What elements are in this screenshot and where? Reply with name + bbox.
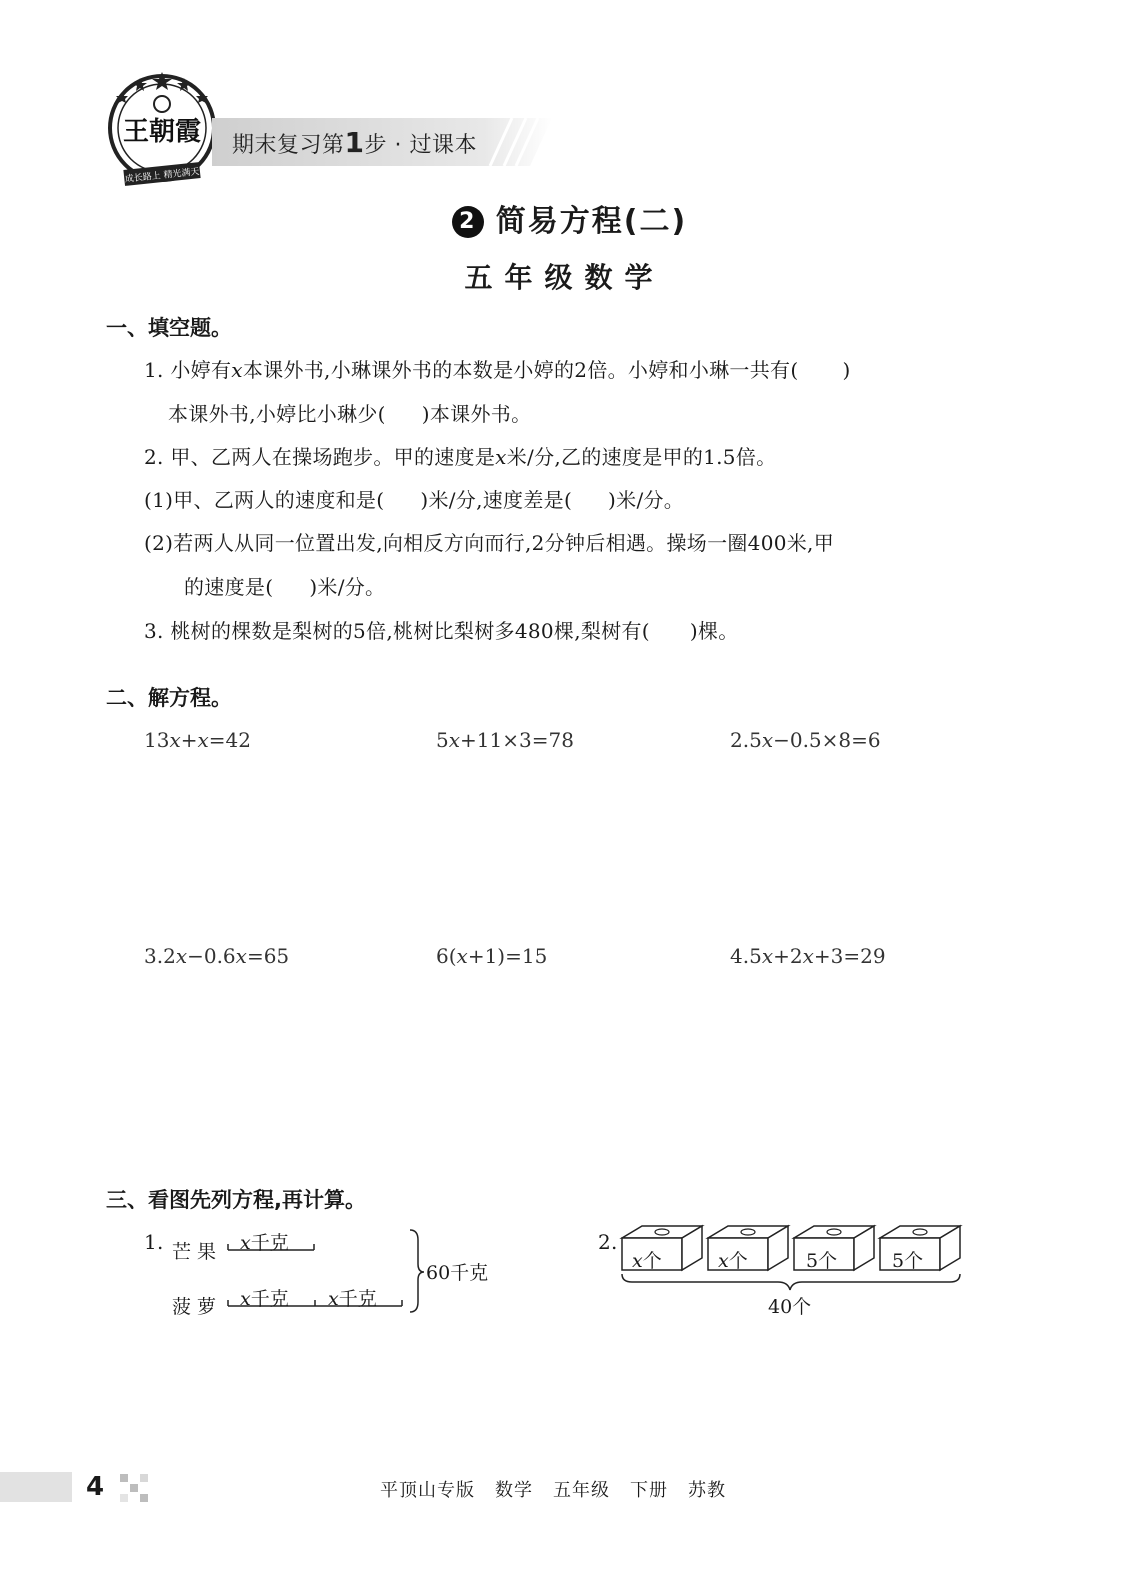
logo-text: 王朝霞 bbox=[122, 117, 202, 147]
diagram-2-number: 2. bbox=[598, 1230, 618, 1254]
footer-squares-decoration bbox=[118, 1472, 152, 1504]
question-1-line-1: 1. 小婷有x本课外书,小琳课外书的本数是小婷的2倍。小婷和小琳一共有( ) bbox=[144, 358, 851, 382]
footer-text: 平顶山专版 数学 五年级 下册 苏教 bbox=[380, 1480, 726, 1501]
lesson-title bbox=[0, 196, 1139, 240]
question-2-line: 2. 甲、乙两人在操场跑步。甲的速度是x米/分,乙的速度是甲的1.5倍。 bbox=[144, 445, 777, 469]
diagram-1-number: 1. bbox=[144, 1230, 164, 1254]
lesson-title-text: 简易方程(二) bbox=[495, 204, 688, 239]
section-2-heading: 二、解方程。 bbox=[106, 686, 232, 710]
equation-5: 6(x+1)=15 bbox=[436, 944, 548, 968]
question-2-1-line: (1)甲、乙两人的速度和是( )米/分,速度差是( )米/分。 bbox=[144, 488, 685, 512]
question-2-2-line-2: 的速度是( )米/分。 bbox=[184, 575, 386, 599]
box-2-label: x个 bbox=[718, 1250, 748, 1272]
equation-3: 2.5x−0.5×8=6 bbox=[730, 728, 881, 752]
lesson-number-badge: 2 bbox=[452, 206, 484, 238]
pineapple-segment-1-label: x千克 bbox=[240, 1288, 289, 1310]
diagram-2-total: 40个 bbox=[768, 1296, 812, 1318]
equation-1: 13x+x=42 bbox=[144, 728, 251, 752]
equation-2: 5x+11×3=78 bbox=[436, 728, 574, 752]
pineapple-label: 菠萝 bbox=[172, 1296, 223, 1318]
equation-6: 4.5x+2x+3=29 bbox=[730, 944, 886, 968]
logo-ribbon: 成长路上 精光满天 bbox=[124, 167, 200, 185]
logo-seal bbox=[104, 70, 220, 190]
box-3-label: 5个 bbox=[806, 1250, 838, 1272]
question-1-line-2: 本课外书,小婷比小琳少( )本课外书。 bbox=[168, 402, 532, 426]
subject-title: 五年级数学 bbox=[464, 261, 665, 294]
mango-segment-label: x千克 bbox=[240, 1232, 289, 1254]
question-3-line: 3. 桃树的棵数是梨树的5倍,桃树比梨树多480棵,梨树有( )棵。 bbox=[144, 619, 739, 643]
footer-bar bbox=[0, 1472, 72, 1502]
pineapple-segment-2-label: x千克 bbox=[328, 1288, 377, 1310]
page-number: 4 bbox=[86, 1472, 105, 1502]
box-4-label: 5个 bbox=[892, 1250, 924, 1272]
diagram-1-total: 60千克 bbox=[426, 1262, 489, 1284]
header-title: 期末复习第1步 · 过课本 bbox=[232, 126, 477, 159]
equation-4: 3.2x−0.6x=65 bbox=[144, 944, 290, 968]
question-2-2-line-1: (2)若两人从同一位置出发,向相反方向而行,2分钟后相遇。操场一圈400米,甲 bbox=[144, 531, 834, 555]
section-1-heading: 一、填空题。 bbox=[106, 316, 232, 340]
section-3-heading: 三、看图先列方程,再计算。 bbox=[106, 1188, 366, 1212]
mango-label: 芒果 bbox=[172, 1241, 223, 1263]
box-1-label: x个 bbox=[632, 1250, 662, 1272]
